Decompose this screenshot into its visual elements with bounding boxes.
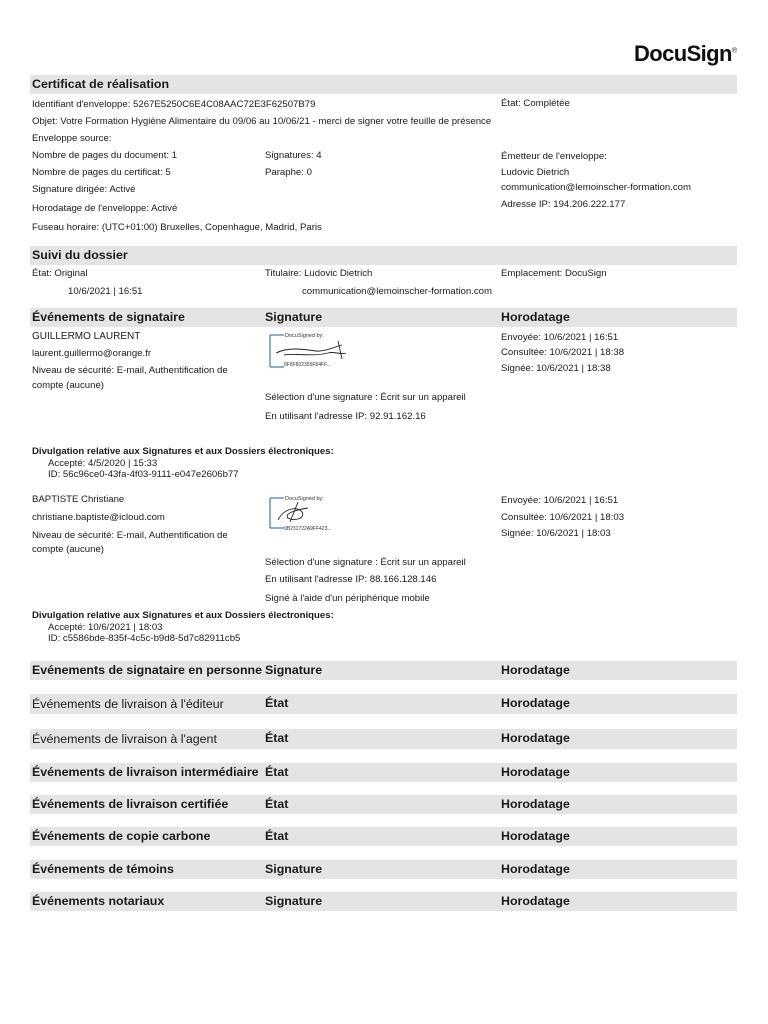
section-title: Evénements de signataire en personne [32, 663, 262, 677]
guided-signature: Signature dirigée: Activé [32, 184, 136, 195]
envelope-id: Identifiant d'enveloppe: 5267E5250C6E4C08AAC72E3F62507B79 [32, 99, 316, 110]
section-col2: État [265, 765, 289, 779]
disclosure-id: ID: 56c96ce0-43fa-4f03-9111-e047e2606b77 [48, 469, 239, 480]
section-col3: Horodatage [501, 862, 570, 876]
signer-email: laurent.guillermo@orange.fr [32, 348, 152, 359]
sender-email: communication@lemoinscher-formation.com [501, 182, 691, 193]
section-col3: Horodatage [501, 797, 570, 811]
mobile-device-note: Signé à l'aide d'un périphérique mobile [265, 593, 430, 604]
doc-pages: Nombre de pages du document: 1 [32, 150, 178, 161]
section-col2: Signature [265, 862, 323, 876]
tracking-holder: Titulaire: Ludovic Dietrich [265, 268, 373, 279]
sent-timestamp: Envoyée: 10/6/2021 | 16:51 [501, 495, 619, 506]
signature-method: Sélection d'une signature : Écrit sur un appareil [265, 392, 466, 403]
disclosure-title: Divulgation relative aux Signatures et aux Dossiers électroniques: [32, 446, 334, 457]
section-title: Événements de livraison certifiée [32, 797, 229, 811]
signer-events-col3: Horodatage [501, 310, 570, 324]
tracking-location: Emplacement: DocuSign [501, 268, 607, 279]
signature-id: 9B231722A9FF423... [284, 526, 332, 532]
signature-method: Sélection d'une signature : Écrit sur un appareil [265, 557, 466, 568]
signer-events-col1: Événements de signataire [32, 310, 185, 324]
signed-timestamp: Signée: 10/6/2021 | 18:03 [501, 528, 611, 539]
signer-name: GUILLERMO LAURENT [32, 331, 141, 342]
sender-label: Émetteur de l'enveloppe: [501, 151, 607, 162]
signature-count: Signatures: 4 [265, 150, 322, 161]
tracking-title: Suivi du dossier [32, 248, 128, 262]
disclosure-accepted: Accepté: 4/5/2020 | 15:33 [48, 458, 158, 469]
signer-security: Niveau de sécurité: E-mail, Authentification de [32, 530, 228, 541]
certificate-title: Certificat de réalisation [32, 77, 170, 91]
section-col3: Horodatage [501, 894, 570, 908]
cert-pages: Nombre de pages du certificat: 5 [32, 167, 171, 178]
section-title: Événements de copie carbone [32, 829, 211, 843]
section-title: Événements de livraison à l'éditeur [32, 697, 224, 711]
section-col3: Horodatage [501, 663, 570, 677]
section-title: Événements de témoins [32, 862, 174, 876]
tracking-date: 10/6/2021 | 16:51 [68, 286, 143, 297]
section-col3: Horodatage [501, 696, 570, 710]
signature-ip: En utilisant l'adresse IP: 88.166.128.146 [265, 574, 437, 585]
envelope-timestamp: Horodatage de l'enveloppe: Activé [32, 203, 178, 214]
signature-id: 8F8F802355F84FF... [284, 362, 331, 368]
signer-security: Niveau de sécurité: E-mail, Authentification de [32, 365, 228, 376]
envelope-status: État: Complétée [501, 98, 570, 109]
envelope-source: Enveloppe source: [32, 133, 112, 144]
tracking-header [30, 246, 737, 265]
signer-security-cont: compte (aucune) [32, 380, 104, 391]
envelope-subject: Objet: Votre Formation Hygiène Alimentaire du 09/06 au 10/06/21 - merci de signer votre feuille de présence [32, 116, 492, 127]
signature-header: DocuSigned by: [285, 333, 324, 339]
section-col2: État [265, 731, 289, 745]
section-col2: État [265, 797, 289, 811]
signer-email: christiane.baptiste@icloud.com [32, 512, 165, 523]
sender-ip: Adresse IP: 194.206.222.177 [501, 199, 626, 210]
disclosure-id: ID: c5586bde-835f-4c5c-b9d8-5d7c82911cb5 [48, 633, 241, 644]
disclosure-accepted: Accepté: 10/6/2021 | 18:03 [48, 622, 163, 633]
section-title: Événements notariaux [32, 894, 165, 908]
section-title: Événements de livraison à l'agent [32, 732, 217, 746]
signed-timestamp: Signée: 10/6/2021 | 18:38 [501, 363, 611, 374]
signer-security-cont: compte (aucune) [32, 544, 104, 555]
viewed-timestamp: Consultée: 10/6/2021 | 18:38 [501, 347, 625, 358]
sender-name: Ludovic Dietrich [501, 167, 570, 178]
section-title: Événements de livraison intermédiaire [32, 765, 259, 779]
initials-count: Paraphe: 0 [265, 167, 312, 178]
viewed-timestamp: Consultée: 10/6/2021 | 18:03 [501, 512, 625, 523]
signer-name: BAPTISTE Christiane [32, 494, 125, 505]
section-col2: État [265, 696, 289, 710]
section-col3: Horodatage [501, 731, 570, 745]
tracking-holder-email: communication@lemoinscher-formation.com [302, 286, 492, 297]
section-col3: Horodatage [501, 765, 570, 779]
section-col2: Signature [265, 663, 323, 677]
signature-ip: En utilisant l'adresse IP: 92.91.162.16 [265, 411, 426, 422]
disclosure-title: Divulgation relative aux Signatures et aux Dossiers électroniques: [32, 610, 334, 621]
sent-timestamp: Envoyée: 10/6/2021 | 16:51 [501, 332, 619, 343]
timezone: Fuseau horaire: (UTC+01:00) Bruxelles, Copenhague, Madrid, Paris [32, 222, 322, 233]
signer-events-col2: Signature [265, 310, 323, 324]
signature-header: DocuSigned by: [285, 496, 324, 502]
tracking-state: État: Original [32, 268, 88, 279]
section-col2: État [265, 829, 289, 843]
section-col2: Signature [265, 894, 323, 908]
section-col3: Horodatage [501, 829, 570, 843]
docusign-logo: DocuSign® [634, 41, 737, 66]
